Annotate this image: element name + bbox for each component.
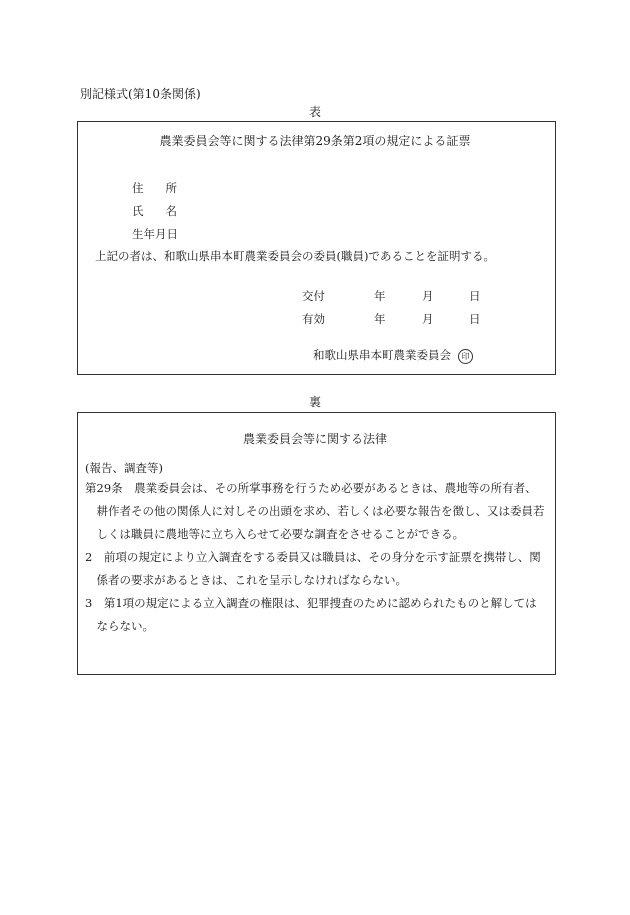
article-29-paragraph-2: 2 前項の規定により立入調査をする委員又は職員は、その身分を示す証票を携帯し、関係者の要求があるときは、これを呈示しなければならない。 bbox=[85, 550, 541, 587]
law-title: 農業委員会等に関する法律 bbox=[242, 432, 387, 446]
name-char-1: 氏 bbox=[132, 204, 144, 218]
address-field-label bbox=[132, 180, 177, 196]
birthdate-field-label: 生年月日 bbox=[132, 227, 178, 241]
certificate-title: 農業委員会等に関する法律第29条第2項の規定による証票 bbox=[159, 134, 471, 148]
valid-month-unit: 月 bbox=[422, 312, 434, 326]
front-side-label: 表 bbox=[308, 105, 321, 119]
valid-day-unit: 日 bbox=[469, 312, 481, 326]
law-heading: (報告、調査等) bbox=[85, 461, 163, 475]
article-29-paragraph-3: 3 第1項の規定による立入調査の権限は、犯罪捜査のために認められたものと解してはならない。 bbox=[85, 596, 537, 633]
issue-date-row bbox=[302, 288, 481, 304]
address-char-2: 所 bbox=[165, 181, 177, 195]
valid-date-row bbox=[302, 311, 481, 327]
issuer-line bbox=[313, 347, 473, 364]
name-field-label bbox=[132, 203, 177, 219]
seal-icon: 印 bbox=[458, 349, 473, 364]
issue-date-label: 交付 bbox=[302, 289, 325, 303]
form-label: 別記様式(第10条関係) bbox=[80, 87, 201, 101]
valid-year-unit: 年 bbox=[374, 312, 386, 326]
certification-statement: 上記の者は、和歌山県串本町農業委員会の委員(職員)であることを証明する。 bbox=[95, 249, 495, 263]
article-29-paragraph-1: 第29条 農業委員会は、その所掌事務を行うため必要があるときは、農地等の所有者、耕作者その他の関係人に対しその出頭を求め、若しくは必要な報告を徴し、又は委員若しくは職員に農地等に立ち入らせて必要な調査をさせることができる。 bbox=[85, 481, 545, 541]
issue-day-unit: 日 bbox=[469, 289, 481, 303]
issue-year-unit: 年 bbox=[374, 289, 386, 303]
issue-month-unit: 月 bbox=[422, 289, 434, 303]
back-side-label: 裏 bbox=[308, 395, 321, 409]
name-char-2: 名 bbox=[165, 204, 177, 218]
law-body bbox=[85, 477, 547, 638]
address-char-1: 住 bbox=[132, 181, 144, 195]
issuer-name: 和歌山県串本町農業委員会 bbox=[313, 348, 451, 362]
valid-date-label: 有効 bbox=[302, 312, 325, 326]
